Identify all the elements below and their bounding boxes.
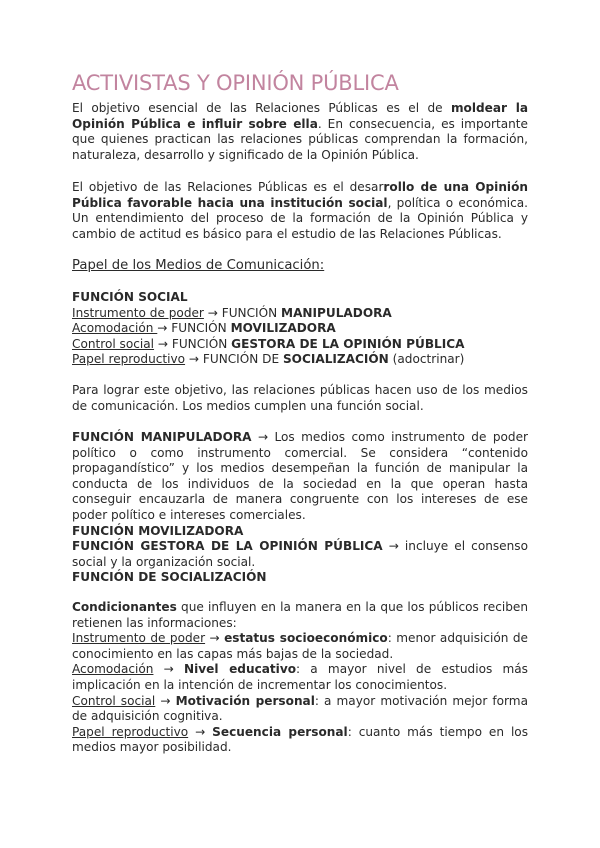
arrow-text: → FUNCIÓN [203, 305, 282, 320]
function-row [72, 352, 528, 368]
movilizadora-title: FUNCIÓN MOVILIZADORA [72, 523, 244, 538]
conditioners-section [72, 600, 528, 756]
gestora-title: FUNCIÓN GESTORA DE LA OPINIÓN PÚBLICA [72, 539, 383, 554]
conditioner-term: Papel reproductivo [72, 724, 189, 739]
manipuladora-title: FUNCIÓN MANIPULADORA [72, 430, 252, 444]
conditioner-term: Instrumento de poder [72, 631, 206, 646]
gestora-text: → incluye el consenso social y la organización social. [72, 539, 528, 569]
function-row [72, 306, 528, 322]
arrow-text: → [188, 724, 213, 739]
functions-detail [72, 430, 528, 586]
conditioner-item [72, 725, 528, 756]
text-run: El objetivo de las Relaciones Públicas es el desar [72, 180, 384, 194]
section-heading [72, 258, 528, 274]
conditioner-name: Secuencia personal [212, 724, 348, 739]
conditioner-term: Acomodación [72, 662, 154, 677]
function-row [72, 321, 528, 337]
arrow-text: → [205, 631, 225, 646]
conditioner-name: Nivel educativo [184, 662, 297, 677]
social-function-title: FUNCIÓN SOCIAL [72, 290, 188, 304]
page-title: ACTIVISTAS Y OPINIÓN PÚBLICA [72, 71, 399, 95]
conditioner-name: Motivación personal [175, 693, 315, 708]
arrow-text: → FUNCIÓN [157, 321, 231, 336]
function-extra: (adoctrinar) [388, 352, 465, 367]
function-name: MANIPULADORA [281, 305, 392, 320]
conditioner-term: Control social [72, 693, 156, 708]
conditioner-item [72, 631, 528, 662]
media-role-heading: Papel de los Medios de Comunicación: [72, 258, 325, 273]
bold-run: moldear la Opinión Pública e influir sobre ella [72, 101, 529, 131]
function-row [72, 337, 528, 353]
conditioner-item [72, 662, 528, 693]
social-function-list [72, 290, 528, 368]
function-term: Instrumento de poder [72, 305, 204, 320]
intro-paragraph-2 [72, 180, 528, 242]
function-term: Control social [72, 336, 155, 351]
function-name: MOVILIZADORA [230, 321, 336, 336]
function-term: Papel reproductivo [72, 352, 186, 367]
function-name: GESTORA DE LA OPINIÓN PÚBLICA [231, 336, 465, 351]
conditioner-text: : menor adquisición de conocimiento en las capas más bajas de la sociedad. [72, 631, 528, 661]
conditioners-title: Condicionantes [72, 600, 177, 614]
intro-paragraph-1 [72, 101, 528, 163]
socializacion-title: FUNCIÓN DE SOCIALIZACIÓN [72, 570, 267, 585]
conditioner-text: : a mayor nivel de estudios más implicación en la intención de incrementar los conocimientos. [72, 662, 528, 692]
text-run: . En consecuencia, es importante que quienes practican las relaciones públicas comprendan la formación, naturaleza, desarrollo y significado de la Opinión Pública. [72, 116, 528, 162]
conditioner-item [72, 694, 528, 725]
text-run: El objetivo esencial de las Relaciones Públicas es el de [72, 101, 451, 115]
function-term: Acomodación [72, 321, 158, 336]
arrow-text: → FUNCIÓN [154, 336, 232, 351]
arrow-text: → [153, 662, 185, 677]
conditioner-name: estatus socioeconómico [224, 631, 388, 646]
bold-run: rollo de una Opinión Pública favorable hacia una institución social [72, 180, 528, 210]
arrow-text: → [155, 693, 176, 708]
text-run: , política o económica. Un entendimiento del proceso de la formación de la Opinión Pública y cambio de actitud es básico para el estudio de las Relaciones Públicas. [72, 195, 528, 241]
media-paragraph [72, 383, 528, 414]
conditioners-text: que influyen en la manera en la que los públicos reciben retienen las informaciones: [72, 600, 528, 630]
media-text: Para lograr este objetivo, las relaciones públicas hacen uso de los medios de comunicación. Los medios cumplen una función social. [72, 383, 528, 413]
conditioner-text: : a mayor motivación mejor forma de adquisición cognitiva. [72, 693, 528, 724]
manipuladora-text: → Los medios como instrumento de poder político o como instrumento comercial. Se considera “contenido propagandístico” y los medios desempeñan la función de manipular la conducta de los individuos de la sociedad en la que operan hasta conseguir encauzarla de manera congruente con los intereses de ese poder político e intereses comerciales. [72, 430, 529, 522]
conditioner-text: : cuanto más tiempo en los medios mayor posibilidad. [72, 724, 529, 755]
arrow-text: → FUNCIÓN DE [185, 352, 283, 367]
function-name: SOCIALIZACIÓN [282, 352, 389, 367]
